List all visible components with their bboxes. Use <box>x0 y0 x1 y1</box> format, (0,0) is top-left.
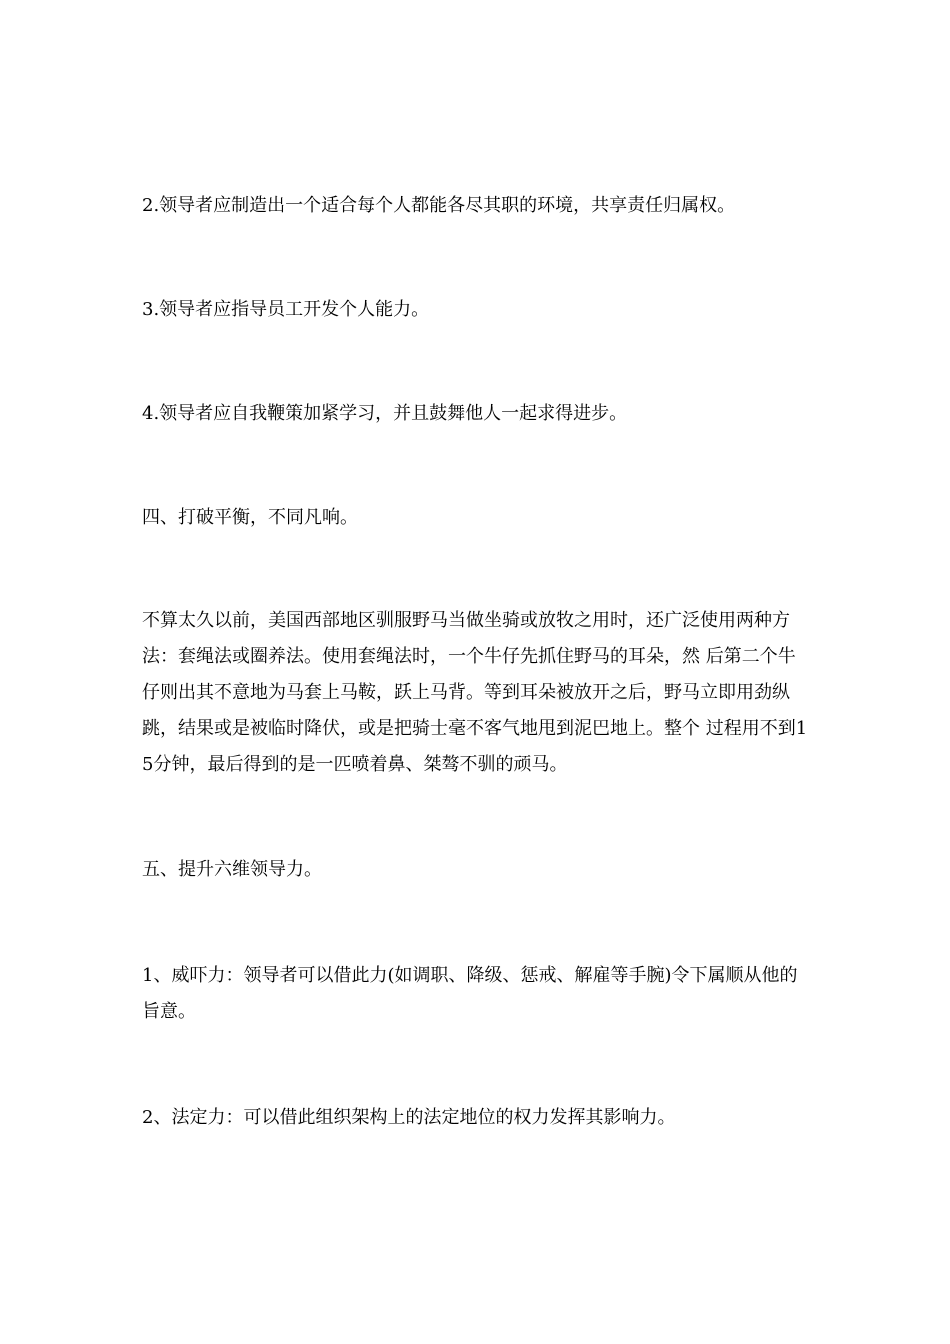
section-heading-4: 四、打破平衡，不同凡响。 <box>142 507 358 528</box>
paragraph-point-4: 4.领导者应自我鞭策加紧学习，并且鼓舞他人一起求得进步。 <box>142 403 628 424</box>
paragraph-point-2: 2.领导者应制造出一个适合每个人都能各尽其职的环境，共享责任归属权。 <box>142 195 736 216</box>
paragraph-point-3: 3.领导者应指导员工开发个人能力。 <box>142 299 430 320</box>
paragraph-legitimate-power: 2、法定力：可以借此组织架构上的法定地位的权力发挥其影响力。 <box>142 1107 676 1128</box>
paragraph-coercive-power: 1、威吓力：领导者可以借此力(如调职、降级、惩戒、解雇等手腕)令下属顺从他的旨意。 <box>142 965 798 1022</box>
paragraph-wild-horse: 不算太久以前，美国西部地区驯服野马当做坐骑或放牧之用时，还广泛使用两种方法：套绳法或圈养法。使用套绳法时，一个牛仔先抓住野马的耳朵，然 后第二个牛仔则出其不意地为马套上马鞍，跃上马背。等到耳朵被放开之后，野马立即用劲纵跳，结果或是被临时降伏，或是把骑士毫不客气地甩到泥巴地上。整个 过程用不到15分钟，最后得到的是一匹喷着鼻、桀骜不驯的顽马。 <box>142 610 808 775</box>
section-heading-5: 五、提升六维领导力。 <box>142 859 322 880</box>
